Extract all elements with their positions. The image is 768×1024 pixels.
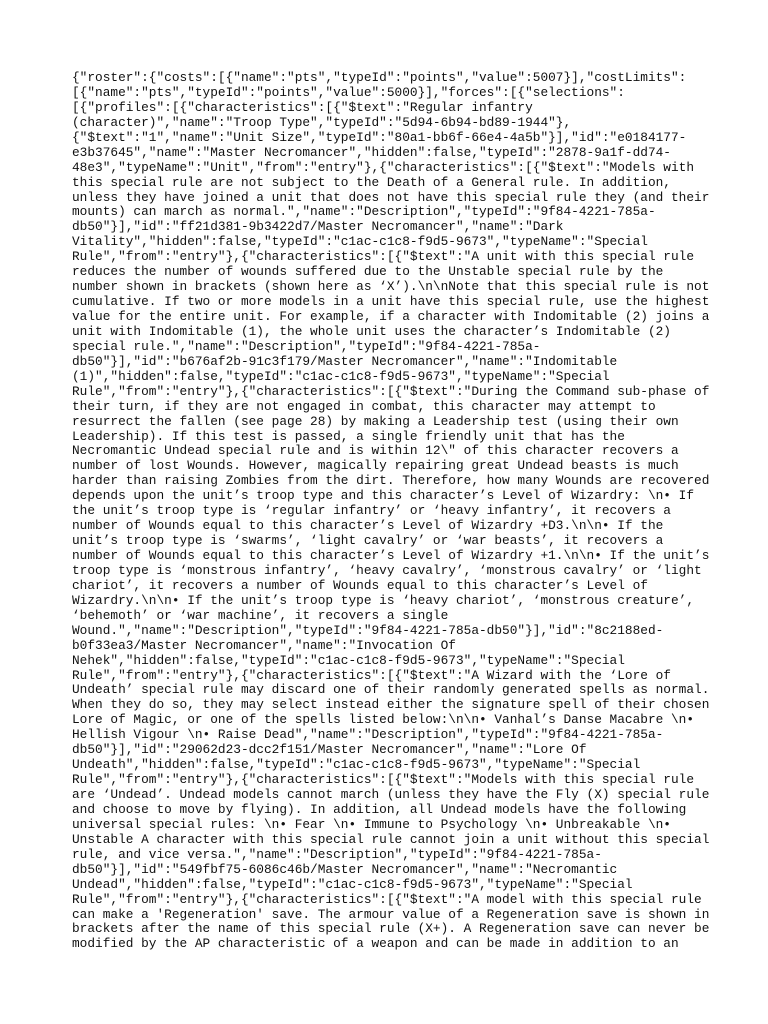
text-line: mounts) can march as normal.","name":"Description","typeId":"9f84-4221-785a- xyxy=(72,204,656,220)
text-line: modified by the AP characteristic of a weapon and can be made in addition to an xyxy=(72,936,679,952)
text-line: ‘behemoth’ or ‘war machine’, it recovers a single xyxy=(72,607,449,623)
text-line: the unit’s troop type is ‘regular infantry’ or ‘heavy infantry’, it recovers a xyxy=(72,503,671,519)
text-line: (character)","name":"Troop Type","typeId":"5d94-6b94-bd89-1944"}, xyxy=(72,114,572,130)
text-line: Rule","from":"entry"},{"characteristics":[{"$text":"A unit with this special rule xyxy=(72,249,695,265)
text-line: cumulative. If two or more models in a unit have this special rule, use the highest xyxy=(72,294,710,310)
text-line: unit’s troop type is ‘swarms’, ‘light cavalry’ or ‘war beasts’, it recovers a xyxy=(72,533,664,549)
text-line: Nehek","hidden":false,"typeId":"c1ac-c1c8-f9d5-9673","typeName":"Special xyxy=(72,652,625,668)
text-line: universal special rules: \n• Fear \n• Immune to Psychology \n• Unbreakable \n• xyxy=(72,816,671,832)
text-line: Wound.","name":"Description","typeId":"9f84-4221-785a-db50"}],"id":"8c2188ed- xyxy=(72,622,664,638)
text-line: Rule","from":"entry"},{"characteristics":[{"$text":"During the Command sub-phase of xyxy=(72,383,710,399)
text-line: Hellish Vigour \n• Raise Dead","name":"Description","typeId":"9f84-4221-785a- xyxy=(72,727,664,743)
text-line: number of Wounds equal to this character’s Level of Wizardry +D3.\n\n• If the xyxy=(72,518,664,534)
text-line: number of lost Wounds. However, magically repairing great Undead beasts is much xyxy=(72,458,679,474)
text-line: special rule.","name":"Description","typeId":"9f84-4221-785a- xyxy=(72,338,541,354)
text-line: unit with Indomitable (1), the whole unit uses the character’s Indomitable (2) xyxy=(72,323,671,339)
text-line: e3b37645","name":"Master Necromancer","hidden":false,"typeId":"2878-9a1f-dd74- xyxy=(72,144,671,160)
text-line: harder than raising Zombies from the dirt. Therefore, how many Wounds are recovered xyxy=(72,473,710,489)
text-line: When they do so, they may select instead either the signature spell of their chosen xyxy=(72,697,710,713)
text-line: Unstable A character with this special rule cannot join a unit without this special xyxy=(72,831,710,847)
text-line: db50"}],"id":"ff21d381-9b3422d7/Master Necromancer","name":"Dark xyxy=(72,219,564,235)
text-line: and choose to move by flying). In addition, all Undead models have the following xyxy=(72,801,687,817)
text-line: can make a 'Regeneration' save. The armour value of a Regeneration save is shown in xyxy=(72,906,710,922)
text-line: rule, and vice versa.","name":"Description","typeId":"9f84-4221-785a- xyxy=(72,846,602,862)
text-line: [{"name":"pts","typeId":"points","value":5000}],"forces":[{"selections": xyxy=(72,84,625,100)
text-line: number shown in brackets (shown here as ‘X’).\n\nNote that this special rule is not xyxy=(72,279,710,295)
text-line: Rule","from":"entry"},{"characteristics":[{"$text":"Models with this special rule xyxy=(72,772,695,788)
text-line: Undead","hidden":false,"typeId":"c1ac-c1c8-f9d5-9673","typeName":"Special xyxy=(72,876,633,892)
document-text xyxy=(72,70,710,952)
text-line: depends upon the unit’s troop type and this character’s Level of Wizardry: \n• If xyxy=(72,488,695,504)
text-line: b0f33ea3/Master Necromancer","name":"Invocation Of xyxy=(72,637,456,653)
text-line: Undeath’ special rule may discard one of their randomly generated spells as normal. xyxy=(72,682,710,698)
text-line: Leadership). If this test is passed, a single friendly unit that has the xyxy=(72,428,625,444)
text-line: 48e3","typeName":"Unit","from":"entry"},{"characteristics":[{"$text":"Models with xyxy=(72,159,695,175)
text-line: are ‘Undead’. Undead models cannot march (unless they have the Fly (X) special rule xyxy=(72,787,710,802)
text-line: troop type is ‘monstrous infantry’, ‘heavy cavalry’, ‘monstrous cavalry’ or ‘light xyxy=(72,562,702,578)
text-line: Wizardry.\n\n• If the unit’s troop type is ‘heavy chariot’, ‘monstrous creature’, xyxy=(72,592,695,608)
text-line: {"$text":"1","name":"Unit Size","typeId":"80a1-bb6f-66e4-4a5b"}],"id":"e0184177- xyxy=(72,129,687,145)
text-line: brackets after the name of this special rule (X+). A Regeneration save can never be xyxy=(72,921,710,937)
text-line: number of Wounds equal to this character’s Level of Wizardry +1.\n\n• If the unit’s xyxy=(72,548,710,563)
text-line: their turn, if they are not engaged in combat, this character may attempt to xyxy=(72,398,656,414)
text-line: db50"}],"id":"b676af2b-91c3f179/Master Necromancer","name":"Indomitable xyxy=(72,353,618,369)
text-line: Vitality","hidden":false,"typeId":"c1ac-c1c8-f9d5-9673","typeName":"Special xyxy=(72,234,648,250)
text-line: this special rule are not subject to the Death of a General rule. In addition, xyxy=(72,174,671,190)
text-line: Undeath","hidden":false,"typeId":"c1ac-c1c8-f9d5-9673","typeName":"Special xyxy=(72,757,641,773)
text-line: db50"}],"id":"549fbf75-6086c46b/Master Necromancer","name":"Necromantic xyxy=(72,861,618,877)
text-line: Lore of Magic, or one of the spells listed below:\n\n• Vanhal’s Danse Macabre \n• xyxy=(72,712,695,728)
text-line: unless they have joined a unit that does not have this special rule they (and their xyxy=(72,189,710,205)
text-line: resurrect the fallen (see page 28) by making a Leadership test (using their own xyxy=(72,413,679,429)
text-line: Necromantic Undead special rule and is within 12\" of this character recovers a xyxy=(72,443,679,459)
text-line: chariot’, it recovers a number of Wounds equal to this character’s Level of xyxy=(72,577,648,593)
text-line: Rule","from":"entry"},{"characteristics":[{"$text":"A Wizard with the ‘Lore of xyxy=(72,667,671,683)
text-line: Rule","from":"entry"},{"characteristics":[{"$text":"A model with this special rule xyxy=(72,891,702,907)
text-line: (1)","hidden":false,"typeId":"c1ac-c1c8-f9d5-9673","typeName":"Special xyxy=(72,368,610,384)
text-line: value for the entire unit. For example, if a character with Indomitable (2) joins a xyxy=(72,309,710,324)
text-line: db50"}],"id":"29062d23-dcc2f151/Master Necromancer","name":"Lore Of xyxy=(72,742,587,758)
text-line: {"roster":{"costs":[{"name":"pts","typeId":"points","value":5007}],"costLimits": xyxy=(72,70,687,85)
text-line: reduces the number of wounds suffered due to the Unstable special rule by the xyxy=(72,264,664,280)
text-line: [{"profiles":[{"characteristics":[{"$text":"Regular infantry xyxy=(72,99,533,115)
